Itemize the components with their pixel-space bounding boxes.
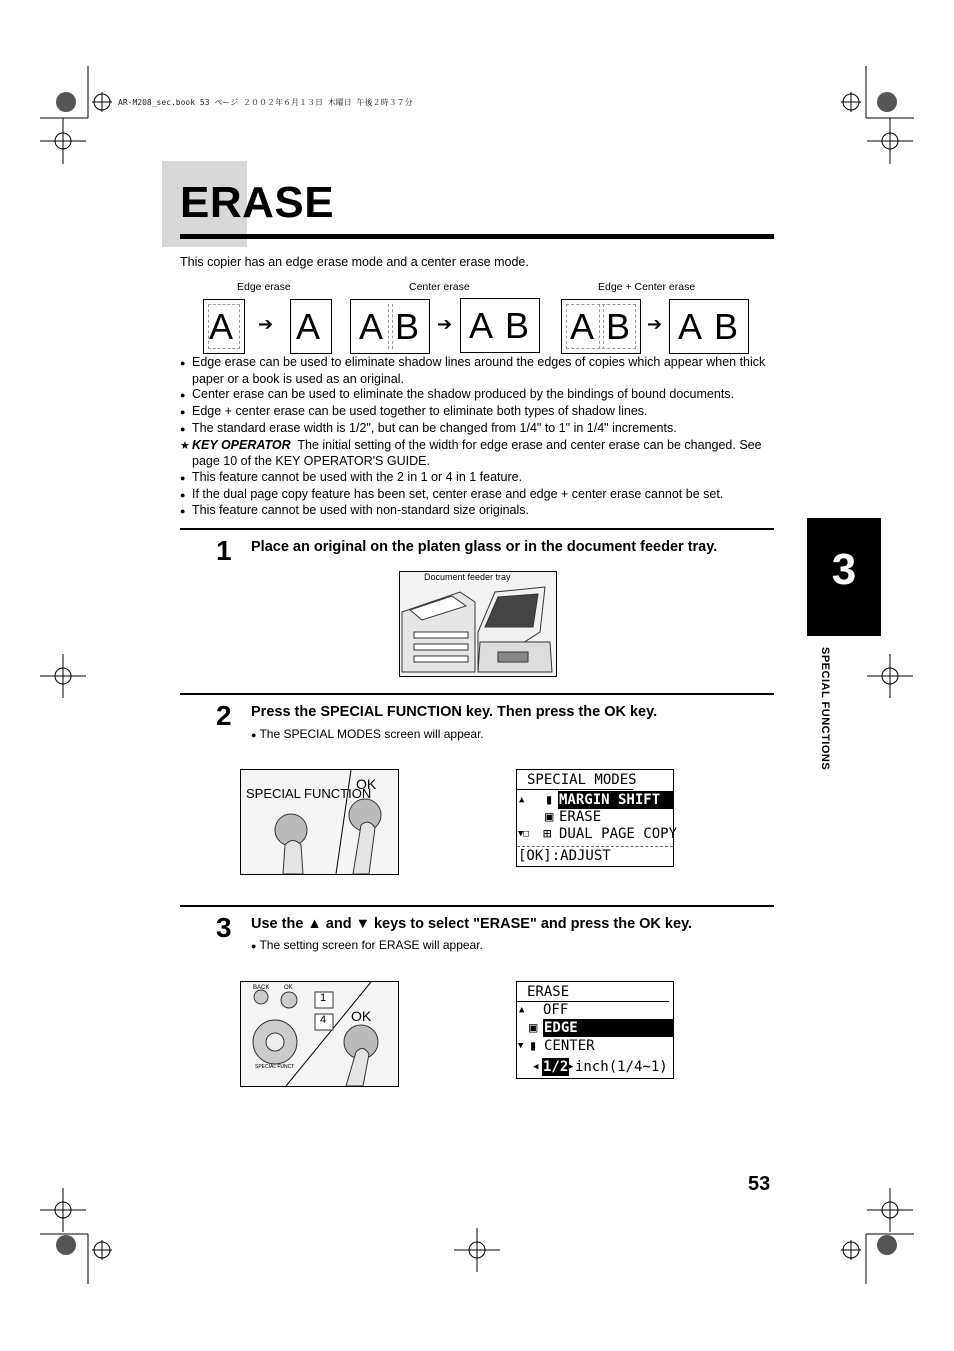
page-number: 53 xyxy=(748,1173,771,1195)
lcd-item: ERASE xyxy=(559,809,602,825)
key-operator-note: ★ KEY OPERATOR The initial setting of the width for edge erase and center erase can be changed. See page 10 of the KEY OPERATOR'S GUIDE. xyxy=(180,438,774,470)
erase-icon: ▣ xyxy=(545,809,554,825)
page-title: ERASE xyxy=(180,178,335,227)
edge-center-erase-copy xyxy=(669,299,749,354)
special-modes-lcd xyxy=(516,769,678,867)
center-erase-copy xyxy=(460,298,540,353)
list-item: ● Edge erase can be used to eliminate shadow lines around the edges of copies which appear when thick paper or a book is used as an original. xyxy=(180,355,774,387)
list-item: ● If the dual page copy feature has been set, center erase and edge + center erase cannot be set. xyxy=(180,487,774,504)
lcd-row-center[interactable] xyxy=(517,1037,673,1055)
list-item: ● Edge + center erase can be used together to eliminate both types of shadow lines. xyxy=(180,404,774,421)
lcd-row-margin-shift[interactable] xyxy=(517,791,673,809)
erase-lcd xyxy=(516,981,674,1079)
letter-a: A xyxy=(359,306,384,347)
lcd-title: ERASE xyxy=(517,983,669,1002)
key-4-label: 4 xyxy=(320,1014,327,1026)
width-value: 1/2 xyxy=(543,1059,569,1075)
lcd-item-selected: MARGIN SHIFT xyxy=(558,791,673,809)
letter-a: A xyxy=(209,306,234,347)
edge-erase-original xyxy=(203,299,245,354)
list-item: ● Center erase can be used to eliminate the shadow produced by the bindings of bound documents. xyxy=(180,387,774,404)
ok-key-label: OK xyxy=(351,1008,372,1024)
title-rule xyxy=(180,234,774,239)
lcd-item: CENTER xyxy=(544,1038,595,1054)
lcd-title: SPECIAL MODES xyxy=(517,771,633,790)
edge-erase-copy xyxy=(290,299,332,354)
key-operator-label: KEY OPERATOR xyxy=(192,437,291,452)
ok-key-small-label: OK xyxy=(284,985,293,991)
back-key-label: BACK xyxy=(253,985,270,991)
lcd-item-selected: EDGE xyxy=(543,1019,673,1037)
copier-drawing xyxy=(400,572,556,676)
document-feeder-illustration xyxy=(399,571,557,677)
dual-page-icon: ⊞ xyxy=(543,826,552,842)
step-note: ● The setting screen for ERASE will appear. xyxy=(251,938,483,952)
letter-a: A xyxy=(296,306,321,347)
lcd-row-erase[interactable] xyxy=(517,808,673,826)
intro-text: This copier has an edge erase mode and a center erase mode. xyxy=(180,255,529,269)
arrow-icon: ➔ xyxy=(647,314,663,334)
list-item: ● This feature cannot be used with the 2 in 1 or 4 in 1 feature. xyxy=(180,470,774,487)
edge-icon: ▣ xyxy=(529,1020,538,1036)
lcd-row-edge[interactable] xyxy=(517,1019,673,1037)
step-number: 2 xyxy=(216,700,232,731)
step-number: 3 xyxy=(216,912,232,943)
letter-b: B xyxy=(606,306,631,347)
center-erase-label: Center erase xyxy=(409,281,470,293)
width-unit: inch(1/4~1) xyxy=(575,1059,668,1075)
letter-b: B xyxy=(714,306,739,347)
step-rule xyxy=(180,693,774,695)
step-note: ● The SPECIAL MODES screen will appear. xyxy=(251,727,484,741)
lcd-item: DUAL PAGE COPY xyxy=(559,826,678,842)
edge-erase-label: Edge erase xyxy=(237,281,291,293)
special-function-key-label: SPECIAL FUNCT xyxy=(255,1064,295,1070)
list-item: ● This feature cannot be used with non-standard size originals. xyxy=(180,503,774,520)
arrow-icon: ➔ xyxy=(258,314,274,334)
feeder-tray-label: Document feeder tray xyxy=(424,572,511,582)
print-info: AR-M208_sec.book 53 ページ ２００２年６月１３日 木曜日 午後２時３７分 xyxy=(118,98,413,107)
margin-shift-icon: ▮ xyxy=(545,792,554,808)
center-icon: ▮ xyxy=(529,1038,538,1054)
lcd-item: OFF xyxy=(543,1002,569,1018)
edge-center-erase-label: Edge + Center erase xyxy=(598,281,696,293)
lcd-row-off[interactable] xyxy=(517,1001,673,1019)
special-function-key-label: SPECIAL FUNCTION xyxy=(246,786,372,801)
ok-key-illustration xyxy=(240,981,399,1087)
special-function-key-illustration xyxy=(240,769,399,875)
edge-center-erase-original xyxy=(561,299,641,354)
step-rule xyxy=(180,905,774,907)
step-text: Press the SPECIAL FUNCTION key. Then press the OK key. xyxy=(251,704,658,720)
step-text: Place an original on the platen glass or in the document feeder tray. xyxy=(251,539,718,555)
letter-a: A xyxy=(469,305,494,346)
side-label: SPECIAL FUNCTIONS xyxy=(819,647,831,771)
lcd-value-row[interactable] xyxy=(517,1058,673,1076)
up-arrow-icon: ▲ xyxy=(519,795,525,805)
letter-b: B xyxy=(395,306,420,347)
left-arrow-icon: ◀ xyxy=(533,1062,539,1072)
lcd-footer: [OK]:ADJUST xyxy=(517,846,673,865)
key-1-label: 1 xyxy=(320,992,327,1004)
ok-key-label: OK xyxy=(356,776,377,792)
center-erase-original xyxy=(350,299,430,354)
list-item: ● The standard erase width is 1/2", but can be changed from 1/4" to 1" in 1/4" increments. xyxy=(180,421,774,438)
letter-b: B xyxy=(505,305,530,346)
up-arrow-icon: ▲ xyxy=(519,1005,525,1015)
step-rule xyxy=(180,528,774,530)
notes-list xyxy=(180,355,774,520)
right-arrow-icon: ▶ xyxy=(568,1062,574,1072)
letter-a: A xyxy=(678,306,703,347)
lcd-row-dual-page[interactable] xyxy=(517,825,678,843)
step-text: Use the ▲ and ▼ keys to select "ERASE" and press the OK key. xyxy=(251,916,693,932)
arrow-icon: ➔ xyxy=(437,314,453,334)
chapter-number: 3 xyxy=(831,545,857,594)
down-arrow-icon: ▼ xyxy=(518,1041,524,1051)
down-arrow-icon: ▼□ xyxy=(518,829,529,839)
step-number: 1 xyxy=(216,535,232,566)
letter-a: A xyxy=(570,306,595,347)
